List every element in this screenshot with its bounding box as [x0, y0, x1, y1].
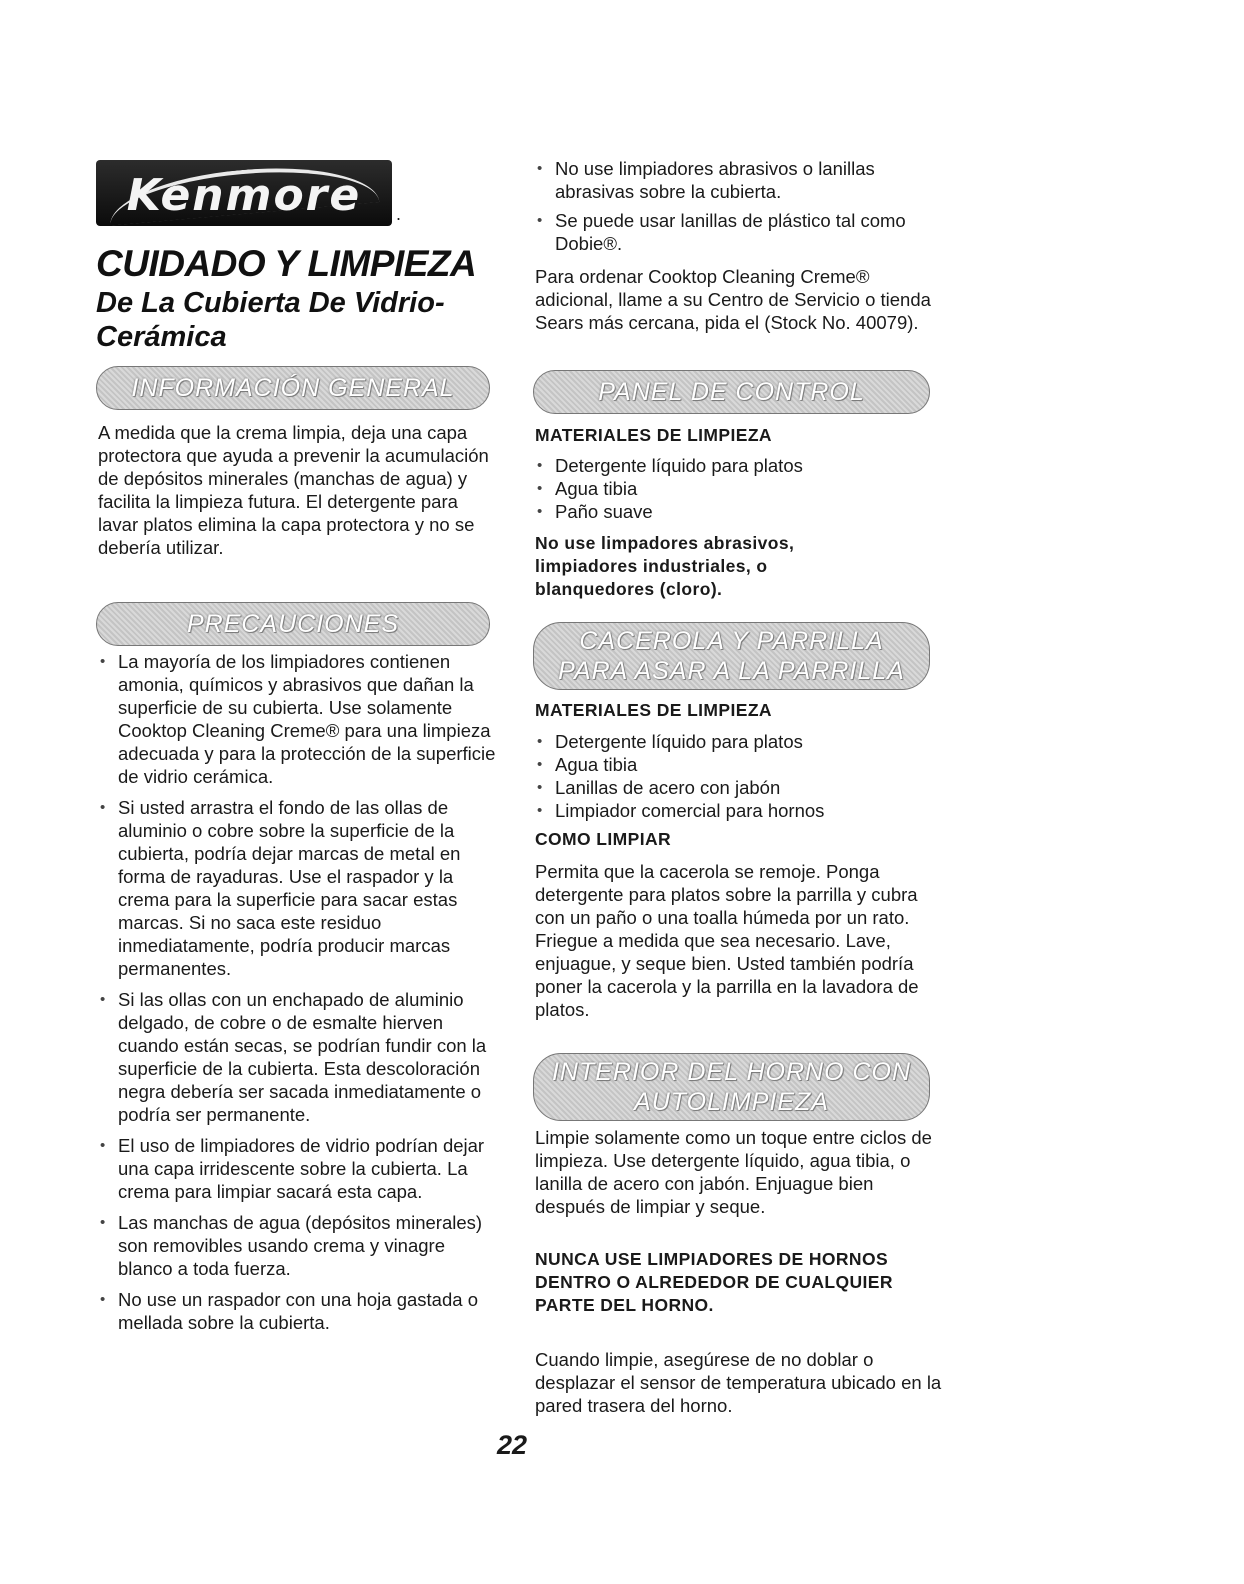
banner-label-line1: INTERIOR DEL HORNO CON	[551, 1058, 912, 1086]
banner-label: PANEL DE CONTROL	[598, 378, 865, 406]
cooktop-tips-list	[535, 157, 945, 255]
banner-panel-de-control	[533, 370, 930, 414]
page-title: CUIDADO Y LIMPIEZA	[96, 243, 477, 284]
page-number: 22	[497, 1430, 528, 1460]
banner-label: PRECAUCIONES	[186, 610, 400, 638]
broiler-materials-list	[535, 730, 945, 822]
logo-mark: .	[396, 204, 402, 224]
banner-label-line2: AUTOLIMPIEZA	[634, 1088, 829, 1116]
list-item: • No use limpiadores abrasivos o lanillas abrasivas sobre la cubierta.	[535, 157, 945, 203]
control-panel-materials-heading: MATERIALES DE LIMPIEZA	[535, 425, 772, 445]
list-item: • No use un raspador con una hoja gastada o mellada sobre la cubierta.	[98, 1288, 498, 1334]
control-panel-warning: No use limpadores abrasivos, limpiadores industriales, o blanquedores (cloro).	[535, 533, 795, 599]
list-item: • Se puede usar lanillas de plástico tal como Dobie®.	[535, 209, 945, 255]
banner-precauciones	[96, 602, 490, 646]
banner-interior-horno	[533, 1053, 930, 1121]
broiler-howto-heading: COMO LIMPIAR	[535, 829, 672, 849]
banner-informacion-general	[96, 366, 490, 410]
list-item: • Agua tibia	[535, 477, 945, 500]
banner-label-line2: PARA ASAR A LA PARRILLA	[558, 657, 905, 685]
list-item: • Detergente líquido para platos	[535, 730, 945, 753]
broiler-howto-text: Permita que la cacerola se remoje. Ponga detergente para platos sobre la parrilla y cubra con un paño o una toalla húmeda por un rato. Friegue a medida que sea necesario. Lave, enjuague, y seque bien. Usted también podría poner la cacerola y la parrilla en la lavadora de platos.	[535, 861, 919, 1020]
list-item: • Detergente líquido para platos	[535, 454, 945, 477]
precautions-list	[98, 650, 498, 1334]
banner-cacerola-parrilla	[533, 622, 930, 690]
page-subtitle: De La Cubierta De Vidrio-Cerámica	[96, 287, 445, 353]
banner-label: INFORMACIÓN GENERAL	[131, 374, 455, 402]
list-item: • La mayoría de los limpiadores contienen amonia, químicos y abrasivos que dañan la superficie de su cubierta. Use solamente Cooktop Cleaning Creme® para una limpieza adecuada y para la protección de la superficie de vidrio cerámica.	[98, 650, 498, 788]
control-panel-materials-list	[535, 454, 945, 523]
list-item: • Agua tibia	[535, 753, 945, 776]
list-item: • Paño suave	[535, 500, 945, 523]
logo-wordmark: Kenmore	[126, 170, 362, 221]
list-item: • Las manchas de agua (depósitos minerales) son removibles usando crema y vinagre blanco a toda fuerza.	[98, 1211, 498, 1280]
order-text: Para ordenar Cooktop Cleaning Creme® adicional, llame a su Centro de Servicio o tienda Sears más cercana, pida el (Stock No. 40079).	[535, 266, 931, 333]
broiler-materials-heading: MATERIALES DE LIMPIEZA	[535, 700, 772, 720]
kenmore-logo	[96, 160, 392, 226]
oven-text-sensor: Cuando limpie, asegúrese de no doblar o desplazar el sensor de temperatura ubicado en la pared trasera del horno.	[535, 1349, 942, 1416]
banner-label-line1: CACEROLA Y PARRILLA	[579, 627, 884, 655]
list-item: • Limpiador comercial para hornos	[535, 799, 945, 822]
general-info-text: A medida que la crema limpia, deja una capa protectora que ayuda a prevenir la acumulación de depósitos minerales (manchas de agua) y facilita la limpieza futura. El detergente para lavar platos elimina la capa protectora y no se debería utilizar.	[98, 422, 489, 558]
oven-text: Limpie solamente como un toque entre ciclos de limpieza. Use detergente líquido, agua tibia, o lanilla de acero con jabón. Enjuague bien después de limpiar y seque.	[535, 1127, 932, 1217]
oven-warning: NUNCA USE LIMPIADORES DE HORNOS DENTRO O ALREDEDOR DE CUALQUIER PARTE DEL HORNO.	[535, 1249, 893, 1315]
list-item: • Si usted arrastra el fondo de las ollas de aluminio o cobre sobre la superficie de la cubierta, podría dejar marcas de metal en forma de rayaduras. Use el raspador y la crema para la superficie para sacar estas marcas. Si no saca este residuo inmediatamente, podría producir marcas permanentes.	[98, 796, 498, 980]
list-item: • El uso de limpiadores de vidrio podrían dejar una capa irridescente sobre la cubierta. La crema para limpiar sacará esta capa.	[98, 1134, 498, 1203]
list-item: • Si las ollas con un enchapado de aluminio delgado, de cobre o de esmalte hierven cuando están secas, se podrían fundir con la superficie de la cubierta. Esta descoloración negra debería ser sacada inmediatamente o podría ser permanente.	[98, 988, 498, 1126]
list-item: • Lanillas de acero con jabón	[535, 776, 945, 799]
